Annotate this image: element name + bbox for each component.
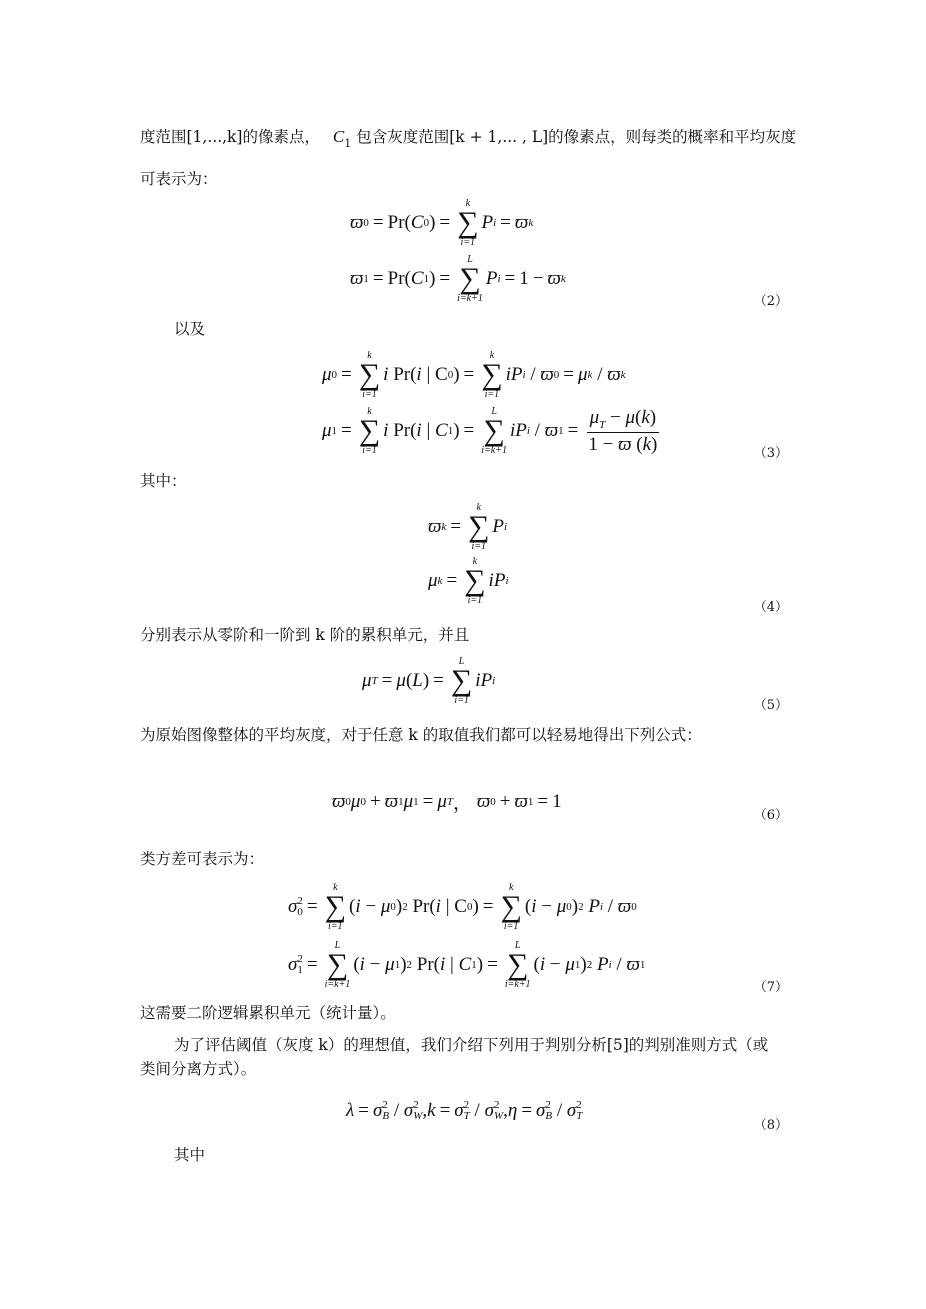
math-token: 1 — [331, 425, 338, 437]
math-token: 0 — [360, 795, 366, 808]
math-token: 1 — [527, 795, 534, 808]
math-token: σ — [288, 896, 298, 917]
math-token: 0 — [390, 901, 396, 913]
math-token: = — [439, 212, 451, 233]
text-run: 包含灰度范围[k + 1,... , L]的像素点，则每类的概率和平均灰度 — [356, 128, 797, 146]
math-token: k — [528, 217, 534, 229]
math-token: 1 — [558, 425, 564, 437]
math-token — [359, 406, 380, 456]
equation-number: （5） — [753, 698, 788, 713]
math-token: T — [463, 1110, 470, 1122]
math-token: μ — [403, 790, 414, 812]
math-token: i — [383, 364, 389, 385]
math-token: P — [493, 570, 506, 591]
math-token: Pr — [416, 954, 434, 975]
math-token: C — [458, 954, 472, 975]
math-token — [451, 656, 472, 706]
math-token: σ — [454, 1100, 464, 1121]
math-token: 0 — [331, 369, 338, 381]
math-token: 0 — [490, 795, 496, 808]
equation-number: （7） — [753, 980, 788, 995]
math-token: i — [492, 675, 496, 687]
math-token: = — [450, 516, 462, 537]
math-token: 2 — [413, 1099, 419, 1111]
math-token: i=1 — [362, 445, 377, 456]
math-token: 1 − ϖ (k) — [588, 433, 658, 455]
math-token: μ — [362, 670, 372, 691]
eq3-line2: μ 1 = k ∑ i=1 i Pr ( i | C 1 ) = L ∑ i=k+1 i P i / ϖ 1 = $\frac{\mu_T - \mu(k)}{1 - ϖ (k)}$ — [322, 406, 663, 456]
math-token: ∑ — [457, 206, 479, 239]
math-token — [500, 882, 521, 932]
math-token: σ — [288, 954, 298, 975]
math-token: Pr — [387, 212, 405, 233]
paragraph-text: 为了评估阈值（灰度 k）的理想值，我们介绍下列用于判别分析[5]的判别准则方式（或 — [174, 1036, 769, 1054]
math-token: T — [446, 795, 454, 808]
math-token: ∑ — [450, 664, 473, 697]
math-token: 1 — [447, 425, 454, 437]
math-token — [576, 1100, 582, 1122]
math-token: μ — [385, 954, 395, 975]
paragraph-text: 可表示为： — [140, 170, 218, 188]
math-token: ∑ — [483, 414, 505, 447]
math-token: = — [482, 896, 494, 917]
math-token: μ — [350, 790, 361, 812]
paragraph-text: 类间分离方式）。 — [140, 1060, 257, 1078]
math-token: = — [433, 670, 444, 691]
math-token: 2 — [297, 895, 303, 907]
math-token: i=1 — [467, 595, 483, 606]
math-token: i — [440, 954, 446, 975]
math-token: ∑ — [464, 564, 486, 597]
math-token: = — [463, 420, 475, 441]
math-token: ∑ — [358, 414, 381, 447]
math-token: P — [485, 268, 498, 289]
math-token: = — [439, 268, 451, 289]
math-token: 2 — [576, 1099, 582, 1111]
math-token: ϖ — [618, 433, 632, 455]
math-token: = — [521, 1100, 533, 1121]
math-token: + — [369, 790, 381, 812]
math-token: i — [359, 954, 365, 975]
math-token: = — [372, 268, 384, 289]
eq2-line1: ϖ 0 = Pr ( C 0 ) = k ∑ i=1 P i = ϖ k — [350, 198, 534, 248]
math-token: i=k+1 — [504, 979, 531, 990]
math-token: ϖ — [350, 268, 364, 289]
summation — [457, 254, 483, 304]
math-token: = — [306, 896, 318, 917]
math-token: B — [545, 1110, 553, 1122]
math-token: k — [367, 350, 372, 361]
math-token — [505, 940, 531, 990]
equation-number: （4） — [753, 600, 788, 615]
math-token — [468, 502, 489, 552]
math-token: 0 — [297, 906, 303, 918]
math-token: ϖ — [617, 896, 632, 917]
math-token: i — [475, 670, 481, 691]
math-token: ∑ — [358, 358, 381, 391]
math-token: ϖ — [626, 954, 640, 975]
math-token: + — [499, 790, 511, 812]
math-token: i=1 — [454, 695, 469, 706]
math-token: W — [413, 1110, 423, 1122]
math-token: P — [492, 516, 505, 537]
math-token: 2 — [382, 1099, 388, 1111]
paragraph-text: 分别表示从零阶和一阶到 k 阶的累积单元，并且 — [140, 626, 470, 644]
math-token: 1 — [574, 959, 581, 971]
math-token: i — [493, 217, 497, 229]
math-token: i — [497, 273, 501, 285]
math-token: σ — [372, 1100, 383, 1121]
math-token: i — [608, 959, 612, 971]
math-token — [359, 350, 380, 400]
math-token: P — [588, 896, 600, 917]
math-token: ∑ — [481, 358, 503, 391]
symbol-c1-sub: 1 — [344, 137, 352, 150]
math-token: = — [504, 268, 516, 289]
math-token: Pr — [393, 364, 411, 385]
math-token: i — [416, 364, 422, 385]
math-token: i — [488, 570, 494, 591]
math-token: = — [306, 954, 318, 975]
math-token: μ — [380, 896, 391, 917]
math-token: k — [333, 882, 338, 893]
math-token: 0 — [553, 369, 560, 381]
math-token: ϖ — [540, 364, 554, 385]
math-token: μ — [437, 790, 447, 812]
math-token: L — [412, 670, 423, 691]
math-token — [297, 896, 303, 918]
eq8-line: λ = σ 2 B / σ 2 W , k = σ 2 T / σ 2 W , η = σ 2 B / σ 2 T — [346, 1099, 583, 1122]
math-token: T — [599, 418, 606, 431]
math-token: ∑ — [506, 948, 529, 981]
math-token: μ — [589, 406, 600, 428]
math-token: i — [355, 896, 361, 917]
math-token: i — [539, 954, 546, 975]
math-token: i — [509, 420, 516, 441]
math-token: ϖ — [544, 420, 559, 441]
math-token: = — [446, 570, 458, 591]
math-token: P — [480, 670, 493, 691]
math-token: 0 — [466, 901, 473, 913]
math-token — [481, 350, 502, 400]
math-token: k — [560, 273, 566, 285]
math-token: 2 — [402, 901, 408, 913]
paragraph-text: 以及 — [174, 320, 206, 338]
math-token: 2 — [297, 953, 303, 965]
eq6-line: ϖ 0 μ 0 + ϖ 1 μ 1 = μ T ， ϖ 0 + ϖ 1 = 1 — [332, 790, 562, 814]
math-token: 0 — [345, 795, 351, 808]
math-token — [481, 406, 507, 456]
math-token: i=1 — [328, 921, 343, 932]
math-token: P — [597, 954, 609, 975]
math-token: $\mu_T - \mu(k)$ — [587, 407, 660, 433]
eq2-line2: ϖ 1 = Pr ( C 1 ) = L ∑ i=k+1 P i = 1 − ϖ k — [350, 254, 566, 304]
math-token: 2 — [493, 1099, 500, 1111]
math-token: i — [505, 364, 511, 385]
math-token: ϖ — [514, 790, 528, 812]
math-token: 1 — [413, 795, 419, 808]
math-token: B — [382, 1110, 390, 1122]
math-token: = — [537, 790, 549, 812]
math-token — [545, 1100, 552, 1122]
math-token: k — [441, 521, 447, 533]
paragraph-text: 这需要二阶逻辑累积单元（统计量）。 — [140, 1004, 396, 1022]
math-token: 1 — [363, 273, 369, 285]
eq7-line1: σ 2 0 = k ∑ i=1 ( i − μ 0 ) 2 Pr ( i | C 0 ) = k ∑ i=1 ( i − μ 0 ) 2 P i / ϖ 0 — [288, 882, 637, 932]
math-token: 0 — [566, 901, 572, 913]
equation-number: （3） — [753, 446, 788, 461]
math-token: μ — [565, 954, 575, 975]
math-token: C — [410, 212, 424, 233]
math-token: = — [358, 1100, 369, 1121]
math-token: μ — [556, 896, 567, 917]
math-token: L — [458, 656, 465, 667]
math-token: C — [410, 268, 424, 289]
summation — [457, 198, 478, 248]
text-run: 度范围[1,...,k]的像素点， — [140, 128, 320, 146]
math-token: i — [435, 896, 441, 917]
math-token: L — [491, 406, 497, 417]
equation-number: （6） — [753, 808, 788, 823]
eq7-line2: σ 2 1 = L ∑ i=k+1 ( i − μ 1 ) 2 Pr ( i | C 1 ) = L ∑ i=k+1 ( i − μ 1 ) 2 P i / ϖ 1 — [288, 940, 646, 990]
math-token: − — [532, 268, 544, 289]
paragraph-text: 其中 — [174, 1146, 206, 1164]
math-token: ϖ — [607, 364, 621, 385]
math-token: i — [522, 369, 526, 381]
math-token: = — [487, 954, 498, 975]
math-token: μ — [322, 364, 332, 385]
math-token: Pr — [393, 420, 411, 441]
math-token: = — [381, 670, 393, 691]
math-token: T — [576, 1110, 583, 1122]
math-token: σ — [403, 1100, 414, 1121]
math-token: i=k+1 — [324, 979, 351, 990]
math-token: = — [439, 1100, 451, 1121]
math-token: k — [620, 369, 626, 381]
paragraph-text: 为原始图像整体的平均灰度，对于任意 k 的取值我们都可以轻易地得出下列公式： — [140, 726, 702, 744]
math-token: 1 — [471, 959, 477, 971]
math-token: Pr — [387, 268, 405, 289]
math-token — [325, 940, 351, 990]
math-token: Pr — [412, 896, 430, 917]
math-token: ϖ — [332, 790, 346, 812]
math-token — [413, 1100, 422, 1122]
math-token: ϖ — [476, 790, 491, 812]
eq4-line2 — [428, 556, 509, 606]
math-token: k — [367, 406, 372, 417]
math-token: η — [507, 1100, 518, 1121]
math-token: k — [508, 882, 514, 893]
math-token: W — [493, 1110, 504, 1122]
math-token: k — [465, 198, 471, 209]
math-token: 1 — [423, 273, 430, 285]
math-token: 0 — [423, 217, 430, 229]
math-token: i — [526, 425, 530, 437]
math-token: k — [641, 406, 650, 428]
math-token: i=k+1 — [481, 445, 507, 456]
math-token — [297, 954, 303, 976]
math-token: 2 — [586, 959, 593, 971]
paragraph-text: 其中： — [140, 472, 187, 490]
math-token: = — [463, 364, 475, 385]
math-token: L — [514, 940, 521, 951]
math-token: ∑ — [326, 948, 349, 981]
math-token: i — [531, 896, 537, 917]
math-token: i=1 — [503, 921, 519, 932]
math-token: i — [416, 420, 422, 441]
math-token: ϖ — [384, 790, 399, 812]
math-token: k — [489, 350, 495, 361]
math-token: C — [435, 420, 448, 441]
paragraph-text: 类方差可表示为： — [140, 850, 265, 868]
math-token: 2 — [578, 901, 584, 913]
math-token: 1 — [398, 795, 404, 808]
math-token: σ — [536, 1100, 546, 1121]
math-token: k — [642, 433, 651, 455]
math-token: = — [341, 364, 352, 385]
math-token: 0 — [447, 369, 454, 381]
equation-number: （8） — [753, 1118, 788, 1133]
math-token: T — [371, 675, 378, 687]
math-token: 2 — [406, 959, 413, 971]
symbol-c1: C — [332, 127, 345, 146]
eq3-line1: μ 0 = k ∑ i=1 i Pr ( i | C 0 ) = k ∑ i=1 i P i / ϖ 0 = μ k / ϖ k — [322, 350, 626, 400]
math-token: L — [467, 254, 473, 265]
math-token: = — [567, 420, 579, 441]
math-token: σ — [566, 1100, 577, 1121]
math-token: i=1 — [484, 389, 500, 400]
math-token — [494, 1100, 503, 1122]
math-token: ∑ — [468, 510, 490, 543]
math-token: μ — [428, 570, 438, 591]
math-token: 1 — [394, 959, 401, 971]
math-token: ϖ — [547, 268, 561, 289]
math-token: k — [437, 575, 443, 587]
math-token: μ — [396, 670, 406, 691]
paragraph-intro — [140, 126, 797, 155]
math-token: 2 — [545, 1099, 551, 1111]
math-token: ∑ — [459, 262, 481, 295]
math-token: k — [427, 1100, 436, 1121]
math-token: = — [341, 420, 352, 441]
math-token: ϖ — [428, 516, 442, 537]
math-token: P — [481, 212, 494, 233]
math-token: μ — [578, 364, 588, 385]
math-token: σ — [484, 1100, 494, 1121]
math-token — [325, 882, 346, 932]
math-token: P — [510, 364, 523, 385]
math-token: λ — [346, 1100, 355, 1121]
math-token — [464, 556, 485, 606]
math-token: 1 — [297, 964, 303, 976]
math-token: 1 — [639, 959, 646, 971]
math-token: L — [334, 940, 341, 951]
math-token: i=k+1 — [457, 293, 483, 304]
math-token: k — [472, 556, 478, 567]
math-token: 0 — [631, 901, 637, 913]
math-token: k — [476, 502, 481, 513]
math-token — [464, 1100, 470, 1122]
math-token: μ — [625, 406, 635, 428]
math-token: ∑ — [324, 890, 346, 923]
math-token: i=1 — [362, 389, 377, 400]
math-token: = — [500, 212, 511, 233]
math-token: 0 — [363, 217, 369, 229]
math-token: ϖ — [350, 212, 364, 233]
math-token: i — [383, 420, 389, 441]
math-token: i — [599, 901, 603, 913]
math-token: μ — [322, 420, 332, 441]
math-token: i=1 — [460, 237, 476, 248]
math-token — [382, 1100, 389, 1122]
math-token: = — [372, 212, 384, 233]
math-token: k — [587, 369, 593, 381]
eq5-line: μ T = μ ( L ) = L ∑ i=1 i P i — [362, 656, 496, 706]
math-token: i=1 — [471, 541, 486, 552]
math-token: ϖ — [514, 212, 529, 233]
eq4-line1 — [428, 502, 507, 552]
equation-number: （2） — [753, 294, 788, 309]
math-token: = — [422, 790, 434, 812]
math-token: i — [505, 575, 509, 587]
math-token: i — [504, 521, 508, 533]
fraction — [585, 407, 660, 456]
math-token: = — [563, 364, 574, 385]
math-token: 2 — [463, 1099, 470, 1111]
math-token: P — [515, 420, 527, 441]
math-token: ∑ — [500, 890, 522, 923]
